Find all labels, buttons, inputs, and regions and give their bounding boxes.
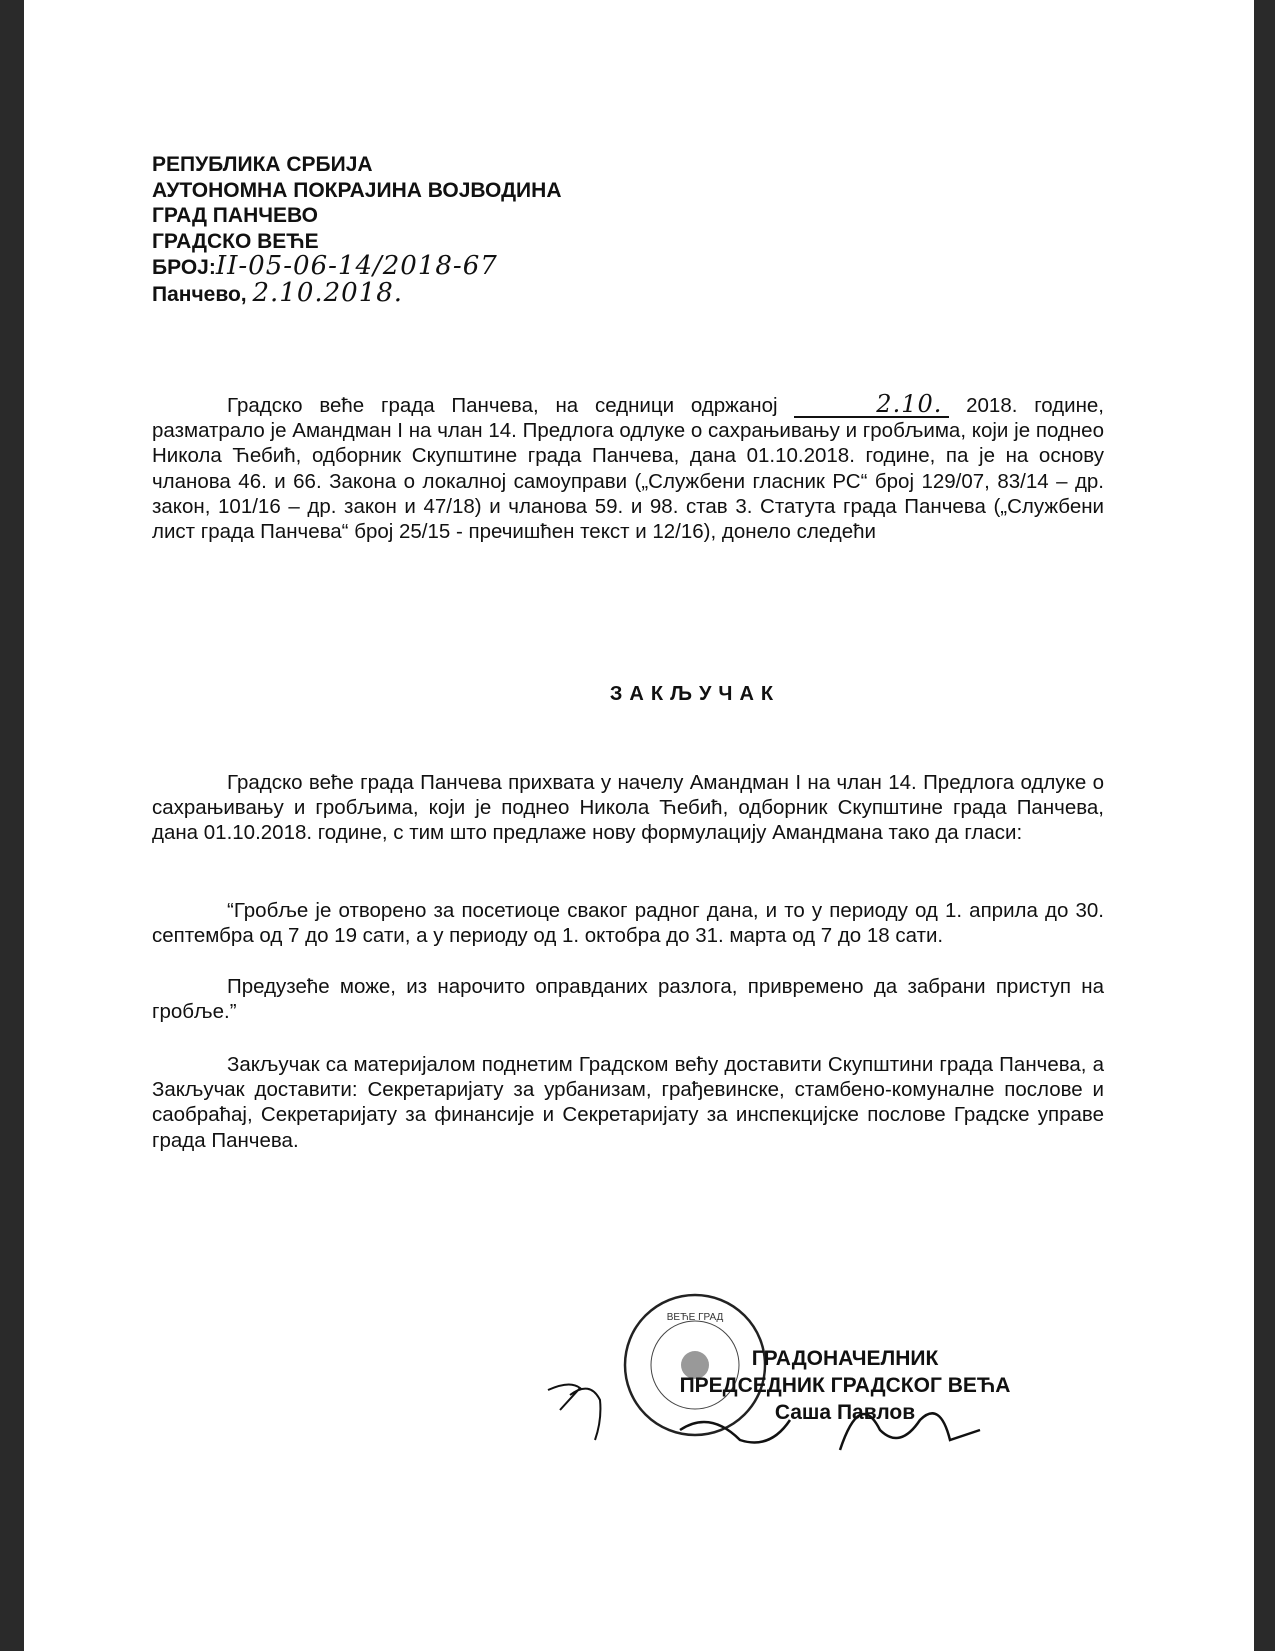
svg-text:ВЕЋЕ ГРАД: ВЕЋЕ ГРАД (666, 1312, 724, 1323)
document-date: Панчево, 2.10.2018. (152, 277, 404, 308)
document-title: ЗАКЉУЧАК (609, 683, 781, 705)
document-header (152, 152, 561, 307)
amendment-quote: “Гробље је отворено за посетиоце сваког радног дана, и то у периоду од 1. априла до 30. септембра од 7 до 19 сати, а у периоду од 1. октобра до 31. марта од 7 до 18 сати. (152, 899, 1104, 948)
body-paragraph: Закључак са материјалом поднетим Градском већу доставити Скупштини града Панчева, а Закључак доставити: Секретаријату за урбанизам, грађевинске, стамбено-комуналне послове и саобраћај, Секретаријату за финансије и Секретаријату за инспекцијске послове Градске управе града Панчева. (152, 1053, 1104, 1152)
signatory-title: ГРАДОНАЧЕЛНИК (751, 1347, 939, 1370)
amendment-quote: Предузеће може, из нарочито оправданих разлога, привремено да забрани приступ на гробље.” (152, 975, 1104, 1024)
header-line: ГРАДСКО ВЕЋЕ (152, 229, 319, 253)
document-number: БРОЈ:II-05-06-14/2018-67 (152, 251, 498, 281)
header-line: РЕПУБЛИКА СРБИЈА (152, 153, 373, 176)
signatory-name: Саша Павлов (774, 1401, 916, 1424)
handwritten-date: 2.10.2018. (252, 277, 404, 308)
intro-paragraph: Градско веће града Панчева, на седници одржаној 2.10. 2018. године, разматрало је Амандман I на члан 14. Предлога одлуке о сахрањивању и гробљима, који је поднео Никола Ћебић, одборник Скупштине града Панчева, дана 01.10.2018. године, па је на основу чланова 46. и 66. Закона о локалној самоуправи („Службени гласник РС“ број 129/07, 83/14 – др. закон, 101/16 – др. закон и 47/18) и чланова 59. и 98. став 3. Статута града Панчева („Службени лист града Панчева“ број 25/15 - пречишћен текст и 12/16), донело следећи (152, 390, 1105, 544)
header-line: ГРАД ПАНЧЕВО (152, 204, 318, 227)
signatory-title: ПРЕДСЕДНИК ГРАДСКОГ ВЕЋА (679, 1374, 1011, 1397)
header-line: АУТОНОМНА ПОКРАЈИНА ВОЈВОДИНА (152, 178, 562, 202)
handwritten-number: II-05-06-14/2018-67 (215, 251, 498, 281)
handwritten-signature (540, 1360, 1000, 1470)
session-date-blank: 2.10. (794, 392, 949, 418)
body-paragraph: Градско веће града Панчева прихвата у начелу Амандман I на члан 14. Предлога одлуке о сахрањивању и гробљима, који је поднео Никола Ћебић, одборник Скупштине града Панчева, дана 01.10.2018. године, с тим што предлаже нову формулацију Амандмана тако да гласи: (152, 771, 1104, 845)
